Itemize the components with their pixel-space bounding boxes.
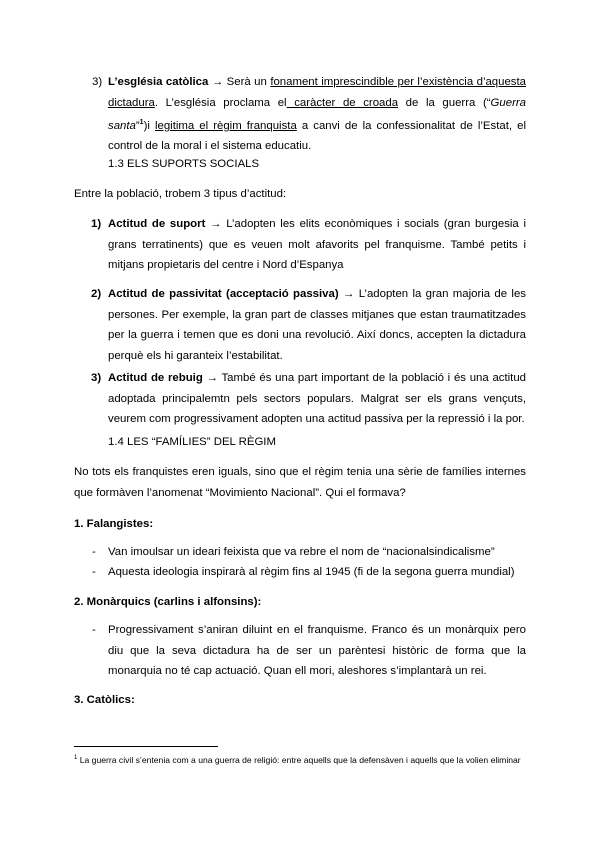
section-intro: Entre la població, trobem 3 tipus d’actitud: — [74, 188, 287, 200]
bullet-marker: - — [92, 624, 96, 636]
list-number: 3) — [92, 76, 103, 88]
list-number: 2) — [91, 288, 102, 300]
list-item-attitude: Actitud de passivitat (acceptació passiva) → L’adopten la gran majoria de les persones. Per exemple, la gran part de classes mitjanes que estan traumatitzades per la guerra i temen que es doni una revolució. Així doncs, accepten la dictadura perquè els hi garanteix l’estabilitat. — [108, 288, 526, 362]
list-item: Aquesta ideologia inspirarà al règim fins al 1945 (fi de la segona guerra mundial) — [108, 566, 515, 578]
footnote: $^1$ La guerra civil s’entenia com a una guerra de religió: entre aquells que la defensàven i aquells que la volien eliminar — [74, 754, 521, 765]
bullet-marker: - — [92, 566, 96, 578]
arrow-icon: → — [211, 76, 224, 88]
family-title: 3. Catòlics: — [74, 694, 135, 706]
arrow-icon: → — [342, 288, 355, 300]
paragraph-esglesia-catolica: L’església catòlica → Serà un fonament imprescindible per l’existència d’aquesta dictadura. L’església proclama el caràcter de croada de la guerra (“Guerra santa”$^1$)i legitima el règim franquista a canvi de la confessionalitat de l’Estat, el control de la moral i el sistema educatiu. — [108, 76, 527, 153]
family-title: 1. Falangistes: — [74, 518, 154, 530]
item-title: L’església catòlica — [108, 76, 209, 88]
list-item: Van imoulsar un ideari feixista que va rebre el nom de “nacionalsindicalisme” — [108, 546, 495, 558]
list-item-attitude: Actitud de rebuig → També és una part important de la població i és una actitud adoptada principalemtn pels sectors populars. Malgrat ser els grans vençuts, veurem com progressivament adopten una actitud passiva per la repressió i la por. — [108, 372, 527, 425]
arrow-icon: → — [206, 372, 218, 384]
bullet-marker: - — [92, 546, 96, 558]
section-heading: 1.3 ELS SUPORTS SOCIALS — [108, 158, 260, 170]
footnote-separator — [74, 746, 218, 747]
family-title: 2. Monàrquics (carlins i alfonsins): — [74, 596, 262, 608]
footnote-number: 1 — [74, 755, 78, 761]
list-number: 1) — [91, 218, 102, 230]
footnote-reference[interactable]: 1 — [139, 119, 144, 126]
section-heading: 1.4 LES “FAMÍLIES” DEL RÈGIM — [108, 436, 276, 448]
section-intro: No tots els franquistes eren iguals, sino que el règim tenia una sèrie de famílies internes que formàven l’anomenat “Movimiento Nacional”. Qui el formava? — [74, 466, 526, 499]
list-item-attitude: Actitud de suport → L’adopten les elits econòmiques i socials (gran burgesia i grans terratinents) que es veuen molt afavorits pel franquisme. També petits i mitjans propietaris del centre i Nord d’Espanya — [108, 218, 526, 271]
arrow-icon: → — [210, 218, 222, 230]
list-number: 3) — [91, 372, 102, 384]
list-item: Progressivament s’aniran diluint en el franquisme. Franco és un monàrquix pero diu que la seva dictadura ha de ser un parèntesi històric de forma que la monarquia no té cap actuació. Quan ell mori, aleshores s’implantarà un rei. — [108, 624, 526, 677]
